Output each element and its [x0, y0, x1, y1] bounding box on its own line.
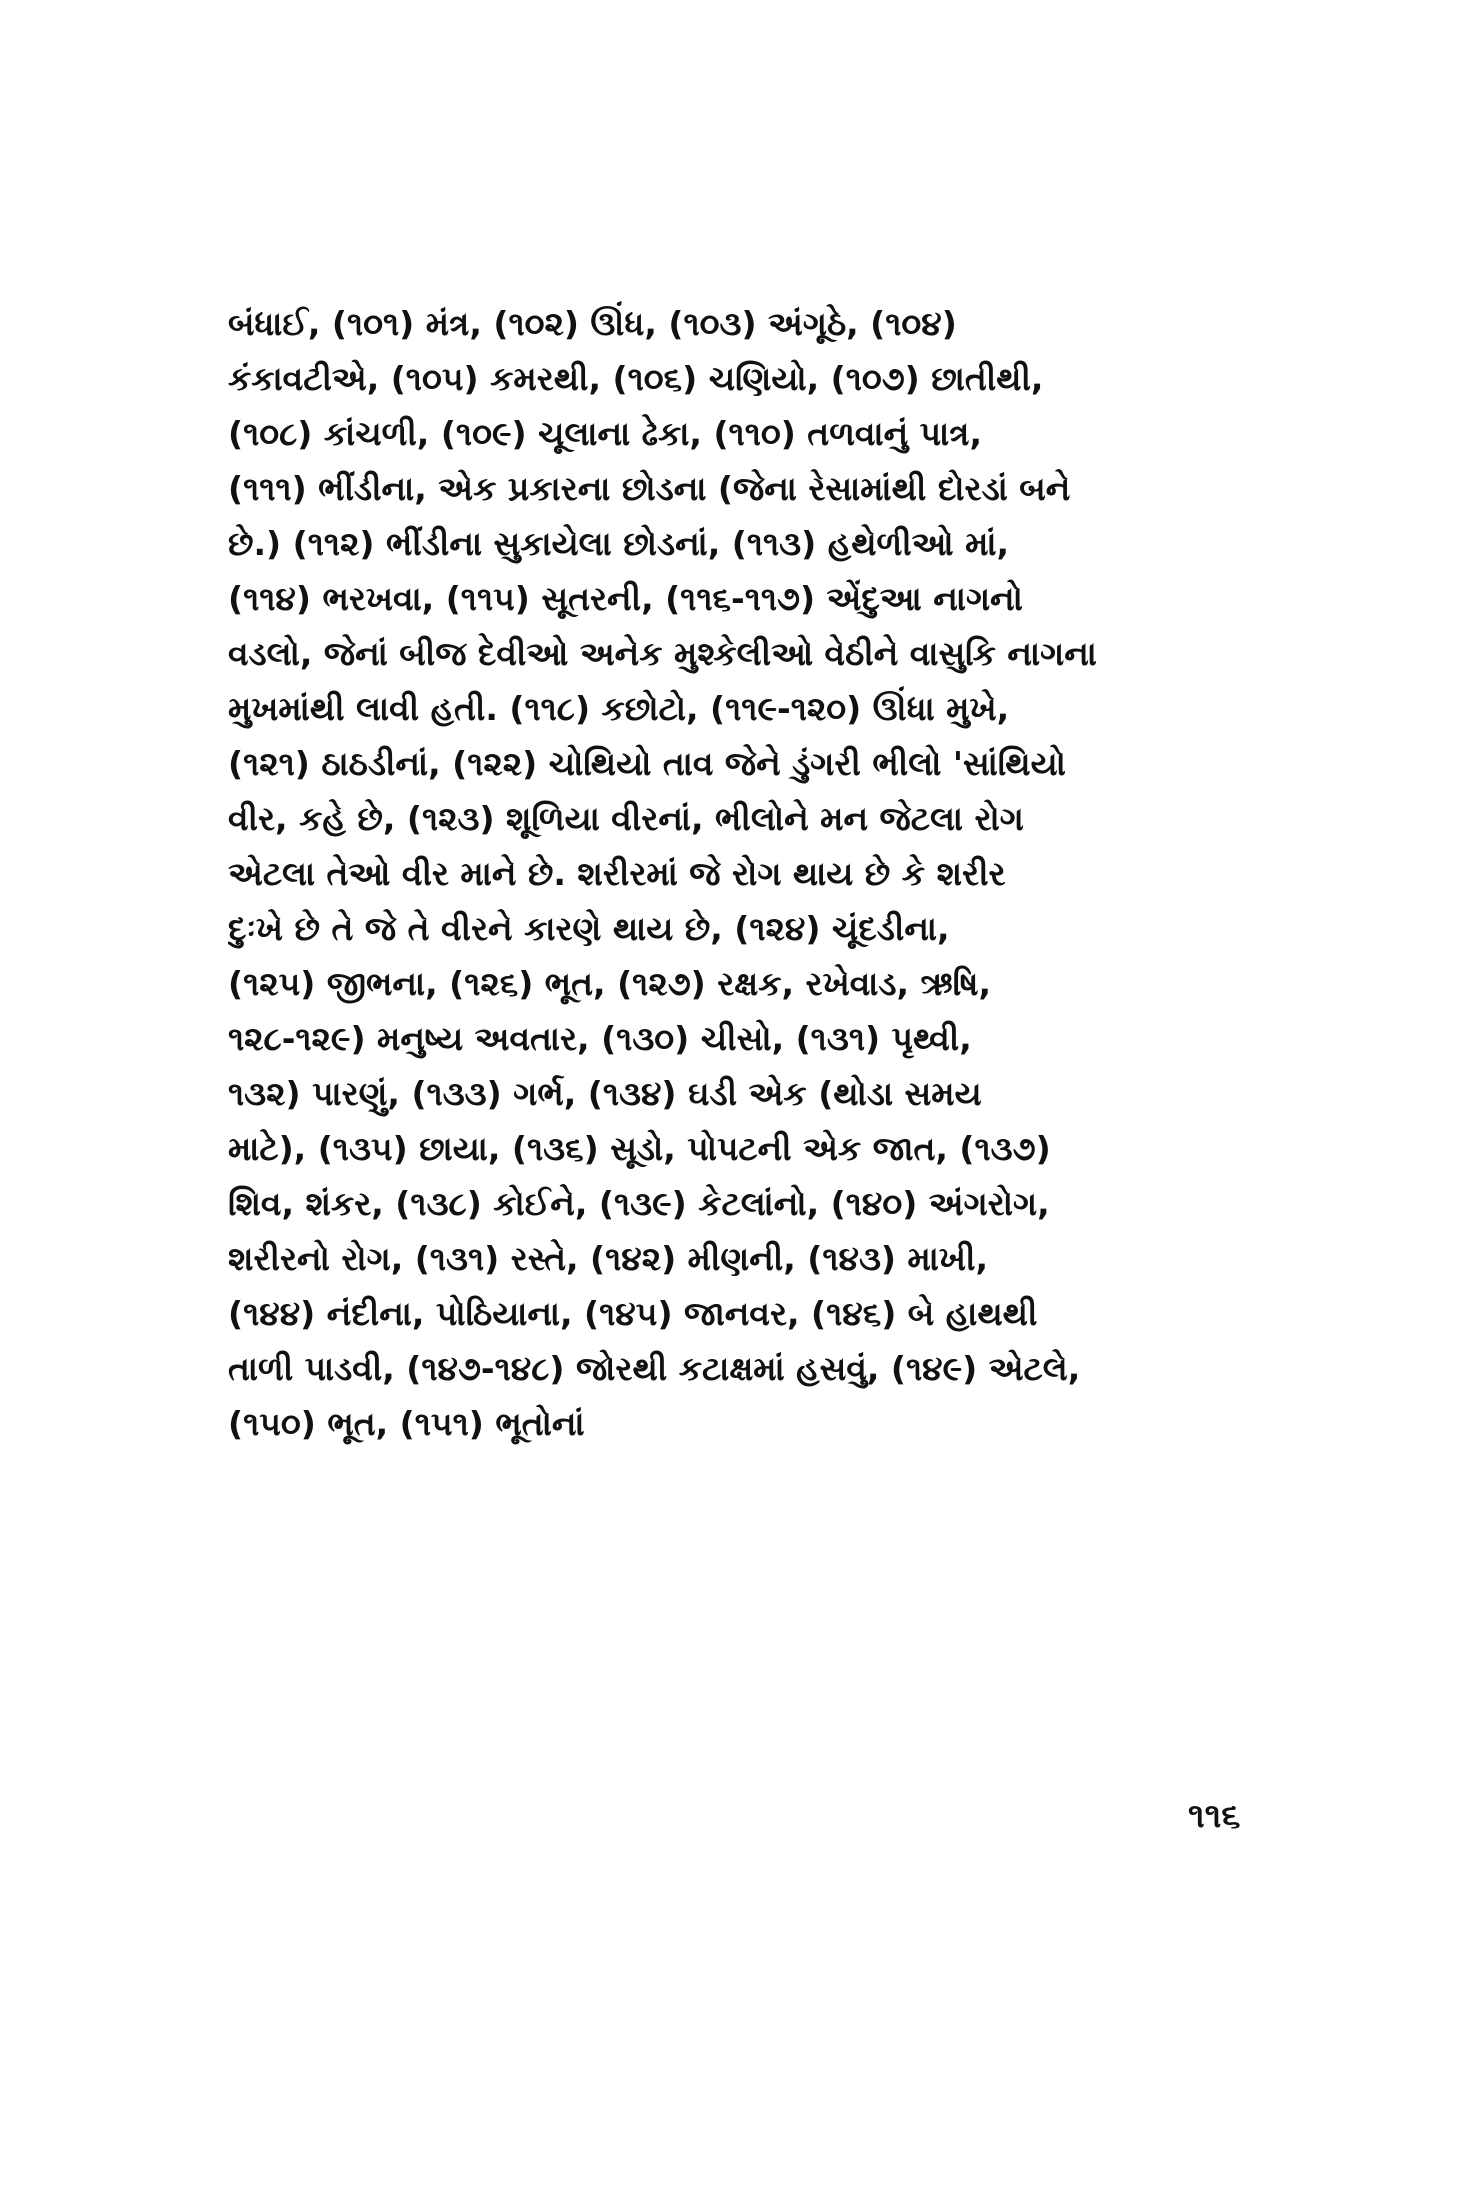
text-line-2: કંકાવટીએ, (૧૦૫) કમરથી, (૧૦૬) ચણિયો, (૧૦૭) છાતીથી, [228, 359, 1044, 398]
body-text [228, 296, 1258, 1451]
text-line-19: (૧૪૪) નંદીના, પોઠિયાના, (૧૪૫) જાનવર, (૧૪૬) બે હાથથી [228, 1294, 1038, 1333]
text-line-1: બંધાઈ, (૧૦૧) મંત્ર, (૧૦૨) ઊંધ, (૧૦૩) અંગૂઠે, (૧૦૪) [228, 304, 957, 343]
text-line-15: ૧૩૨) પારણું, (૧૩૩) ગર્ભ, (૧૩૪) ઘડી એક (થોડા સમય [228, 1074, 982, 1113]
text-line-5: છે.) (૧૧૨) ભીંડીના સુકાયેલા છોડનાં, (૧૧૩) હથેળીઓ માં, [228, 524, 1010, 563]
text-line-20: તાળી પાડવી, (૧૪૭-૧૪૮) જોરથી કટાક્ષમાં હસવું, (૧૪૯) એટલે, [228, 1349, 1081, 1388]
text-line-14: ૧૨૮-૧૨૯) મનુષ્ય અવતાર, (૧૩૦) ચીસો, (૧૩૧) પૃથ્વી, [228, 1019, 972, 1058]
page-number: ૧૧૬ [1188, 1796, 1241, 1836]
text-line-13: (૧૨૫) જીભના, (૧૨૬) ભૂત, (૧૨૭) રક્ષક, રખેવાડ, ઋષિ, [228, 964, 992, 1003]
text-line-10: વીર, કહે છે, (૧૨૩) શૂળિયા વીરનાં, ભીલોને મન જેટલા રોગ [228, 799, 1024, 838]
text-line-7: વડલો, જેનાં બીજ દેવીઓ અનેક મુશ્કેલીઓ વેઠીને વાસુકિ નાગના [228, 634, 1097, 673]
text-line-12: દુઃખે છે તે જે તે વીરને કારણે થાય છે, (૧૨૪) ચૂંદડીના, [228, 909, 950, 948]
text-line-3: (૧૦૮) કાંચળી, (૧૦૯) ચૂલાના ઢેકા, (૧૧૦) તળવાનું પાત્ર, [228, 414, 982, 453]
text-line-4: (૧૧૧) ભીંડીના, એક પ્રકારના છોડના (જેના રેસામાંથી દોરડાં બને [228, 469, 1071, 508]
text-line-21: (૧૫૦) ભૂત, (૧૫૧) ભૂતોનાં [228, 1404, 585, 1443]
text-line-16: માટે), (૧૩૫) છાયા, (૧૩૬) સૂડો, પોપટની એક જાત, (૧૩૭) [228, 1129, 1051, 1168]
text-line-9: (૧૨૧) ઠાઠડીનાં, (૧૨૨) ચોથિયો તાવ જેને ડુંગરી ભીલો 'સાંથિયો [228, 744, 1066, 783]
text-line-6: (૧૧૪) ભરખવા, (૧૧૫) સૂતરની, (૧૧૬-૧૧૭) એંદુઆ નાગનો [228, 579, 1023, 618]
text-line-18: શરીરનો રોગ, (૧૩૧) રસ્તે, (૧૪૨) મીણની, (૧૪૩) માખી, [228, 1239, 988, 1278]
text-line-11: એટલા તેઓ વીર માને છે. શરીરમાં જે રોગ થાય છે કે શરીર [228, 854, 1006, 893]
text-line-8: મુખમાંથી લાવી હતી. (૧૧૮) કછોટો, (૧૧૯-૧૨૦) ઊંધા મુખે, [228, 689, 1010, 728]
text-line-17: શિવ, શંકર, (૧૩૮) કોઈને, (૧૩૯) કેટલાંનો, (૧૪૦) અંગરોગ, [228, 1184, 1050, 1223]
